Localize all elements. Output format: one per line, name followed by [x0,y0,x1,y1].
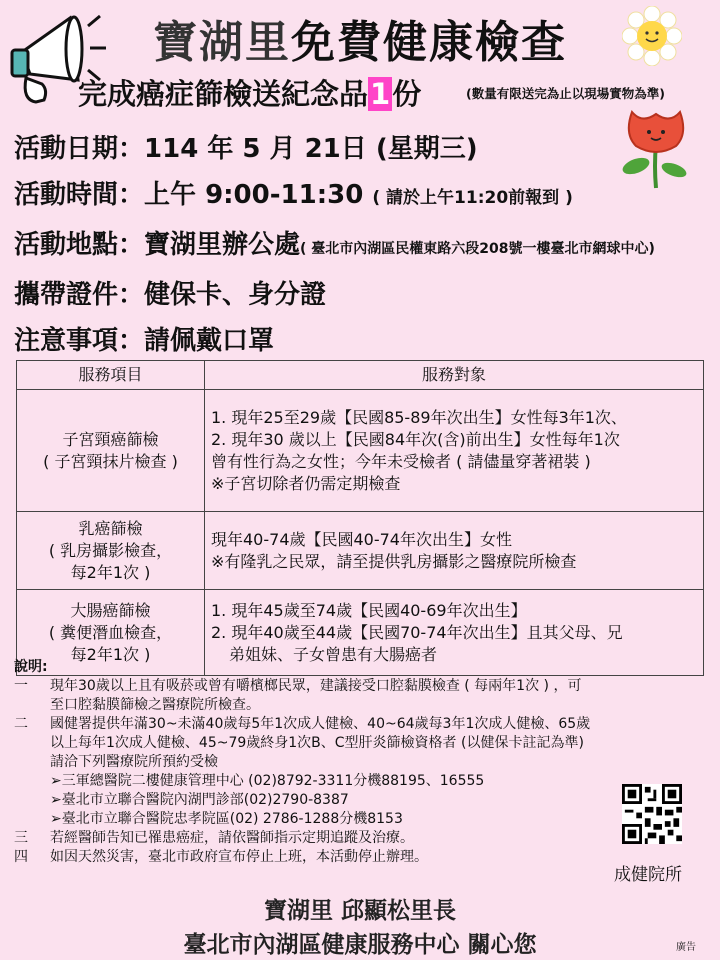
note-item [14,848,714,867]
info-date [14,128,478,165]
ad-label: 廣告 [676,942,696,953]
red-flower-icon [616,104,696,190]
title-part-2: 免費健康檢查 [291,17,567,68]
info-notice [14,320,274,357]
note-item [14,829,714,848]
breast-item-line: ( 乳房攝影檢查， [48,540,173,560]
breast-item-line: 乳癌篩檢 [78,518,143,538]
info-time-note: ( 請於上午11:20前報到 ) [372,188,573,208]
qr-label: 成健院所 [614,865,682,885]
cervical-target-line: ※子宮切除者仍需定期檢查 [211,473,401,493]
subtitle [78,72,421,113]
cervical-target-line: 2. 現年30 歲以上【民國84年次(含)前出生】女性每年1次 [211,429,620,449]
notes-heading: 說明: [14,659,48,675]
note-line: 現年30歲以上且有吸菸或曾有嚼檳榔民眾，建議接受口腔黏膜檢查 ( 每兩年1次 ) ，可 [50,678,582,694]
info-place-label: 活動地點： [14,230,145,260]
subtitle-note: (數量有限送完為止以現場實物為準) [466,86,665,101]
info-place-note: ( 臺北市內湖區民權東路六段208號一樓臺北市網球中心) [300,241,655,257]
clinic-item: ➢臺北市立聯合醫院內湖門診部(02)2790-8387 [50,792,349,808]
service-table [16,360,704,676]
note-number: 四 [14,849,28,865]
footer-center: 臺北市內湖區健康服務中心 關心您 [183,932,537,958]
subtitle-highlight: 1 [370,77,391,111]
info-notice-value: 請佩戴口罩 [144,326,275,356]
note-line: 若經醫師告知已罹患癌症，請依醫師指示定期追蹤及治療。 [50,830,414,846]
breast-item-line: 每2年1次 ) [70,562,151,582]
note-number: 三 [14,830,28,846]
clinic-list [14,772,714,829]
note-line: 至口腔黏膜篩檢之醫療院所檢查。 [50,697,260,713]
cervical-target-line: 曾有性行為之女性；今年未受檢者 ( 請儘量穿著裙裝 ) [211,451,591,471]
colorectal-item-line: ( 糞便潛血檢查， [48,622,173,642]
page-title [0,6,720,70]
qr-code[interactable] [622,784,682,844]
note-line: 以上每年1次成人健檢、45~79歲終身1次B、C型肝炎篩檢資格者 (以健保卡註記為準) [50,735,584,751]
info-docs-value: 健保卡、身分證 [144,280,327,310]
cervical-item-line: 子宮頸癌篩檢 [62,429,159,449]
cervical-item-line: ( 子宮頸抹片檢查 ) [43,451,178,471]
note-item [14,677,714,715]
note-number: 二 [14,716,28,732]
clinic-item: ➢臺北市立聯合醫院忠孝院區(02) 2786-1288分機8153 [50,811,403,827]
breast-item [17,512,205,590]
info-notice-label: 注意事項： [14,326,145,356]
info-place-value: 寶湖里辦公處 [144,230,301,260]
info-time-label: 活動時間： [14,180,145,210]
info-docs [14,274,326,311]
subtitle-after: 份 [392,77,422,111]
colorectal-target-line: 1. 現年45歲至74歲【民國40-69年次出生】 [211,600,527,620]
header-service-target: 服務對象 [205,361,704,390]
colorectal-target-line: 弟姐妹、子女曾患有大腸癌者 [229,644,438,664]
footer-chief: 寶湖里 邱顯松里長 [263,898,456,924]
note-line: 如因天然災害，臺北市政府宣布停止上班，本活動停止辦理。 [50,849,428,865]
info-time-value: 上午 9:00-11:30 [144,180,364,210]
note-item [14,715,714,772]
subtitle-before: 完成癌症篩檢送紀念品 [78,77,369,111]
breast-target-line: 現年40-74歲【民國40-74年次出生】女性 [211,529,512,549]
colorectal-target-line: 2. 現年40歲至44歲【民國70-74年次出生】且其父母、兄 [211,622,623,642]
header-service-item: 服務項目 [17,361,205,390]
info-place [14,224,655,261]
info-date-label: 活動日期： [14,134,145,164]
breast-target-line: ※有隆乳之民眾，請至提供乳房攝影之醫療院所檢查 [211,551,577,571]
colorectal-item-line: 大腸癌篩檢 [70,600,151,620]
note-line: 國健署提供年滿30~未滿40歲每5年1次成人健檢、40~64歲每3年1次成人健檢、65歲 [50,716,591,732]
title-part-1: 寶湖里 [153,17,291,68]
note-line: 請洽下列醫療院所預約受檢 [50,754,218,770]
note-number: 一 [14,678,28,694]
breast-target [205,512,704,590]
table-row-breast [17,512,704,590]
table-header-row [17,361,704,390]
cervical-target [205,390,704,512]
notes-section [14,658,714,867]
cervical-item [17,390,205,512]
info-docs-label: 攜帶證件： [14,280,145,310]
colorectal-item-line: 每2年1次 ) [70,644,151,664]
cervical-target-line: 1. 現年25至29歲【民國85-89年次出生】女性每3年1次、 [211,407,627,427]
clinic-item: ➢三軍總醫院二樓健康管理中心 (02)8792-3311分機88195、16555 [50,773,485,789]
info-date-value: 114 年 5 月 21日 (星期三) [144,134,478,164]
info-time [14,174,573,211]
table-row-cervical [17,390,704,512]
